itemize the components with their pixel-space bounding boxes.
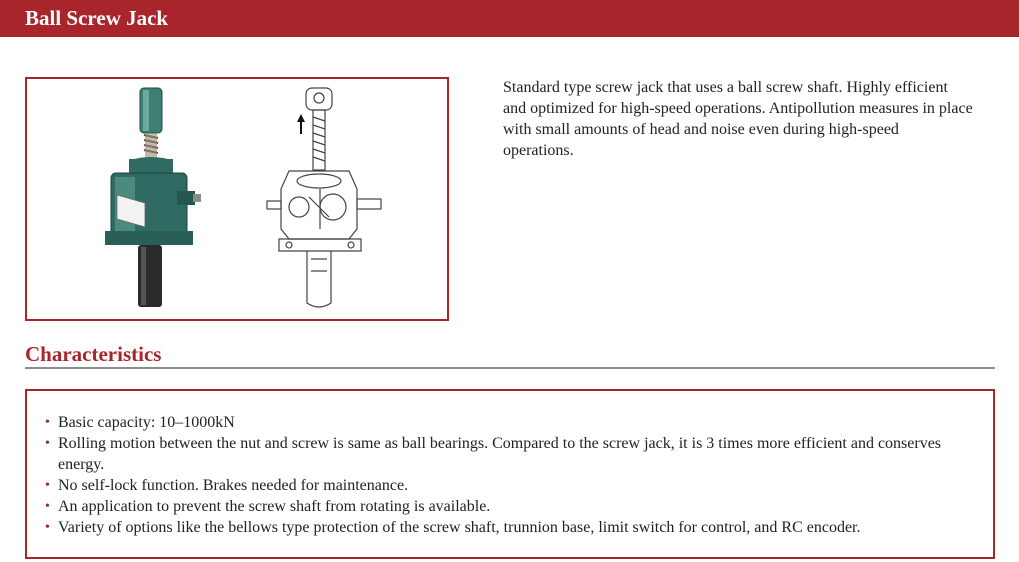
list-item [45,517,975,538]
list-item-text: Basic capacity: 10–1000kN [58,414,235,431]
list-item [45,475,975,496]
product-illustration [27,79,447,319]
bullet-icon: • [45,478,50,493]
page-title: Ball Screw Jack [25,6,169,30]
bullet-icon: • [45,436,50,451]
list-item-text: Rolling motion between the nut and screw is same as ball bearings. Compared to the screw jack, it is 3 times more efficient and conserves energy. [58,435,942,473]
characteristics-list [45,412,975,538]
list-item [45,433,975,475]
list-item-text: No self-lock function. Brakes needed for maintenance. [58,477,409,494]
product-image-frame [25,77,449,321]
ball-screw-jack-cutaway-drawing [267,88,381,307]
title-bar [0,0,1019,37]
section-divider [25,367,995,369]
ball-screw-jack-photo [105,88,201,307]
list-item-text: Variety of options like the bellows type protection of the screw shaft, trunnion base, limit switch for control, and RC encoder. [58,519,861,536]
list-item-text: An application to prevent the screw shaft from rotating is available. [58,498,491,515]
list-item [45,496,975,517]
bullet-icon: • [45,499,50,514]
list-item [45,412,975,433]
bullet-icon: • [45,415,50,430]
characteristics-box [25,389,995,559]
bullet-icon: • [45,520,50,535]
product-description: Standard type screw jack that uses a ball screw shaft. Highly efficient and optimized for high-speed operations. Antipollution measures in place with small amounts of head and noise even during high-speed operations. [503,79,973,159]
characteristics-heading: Characteristics [25,342,162,366]
